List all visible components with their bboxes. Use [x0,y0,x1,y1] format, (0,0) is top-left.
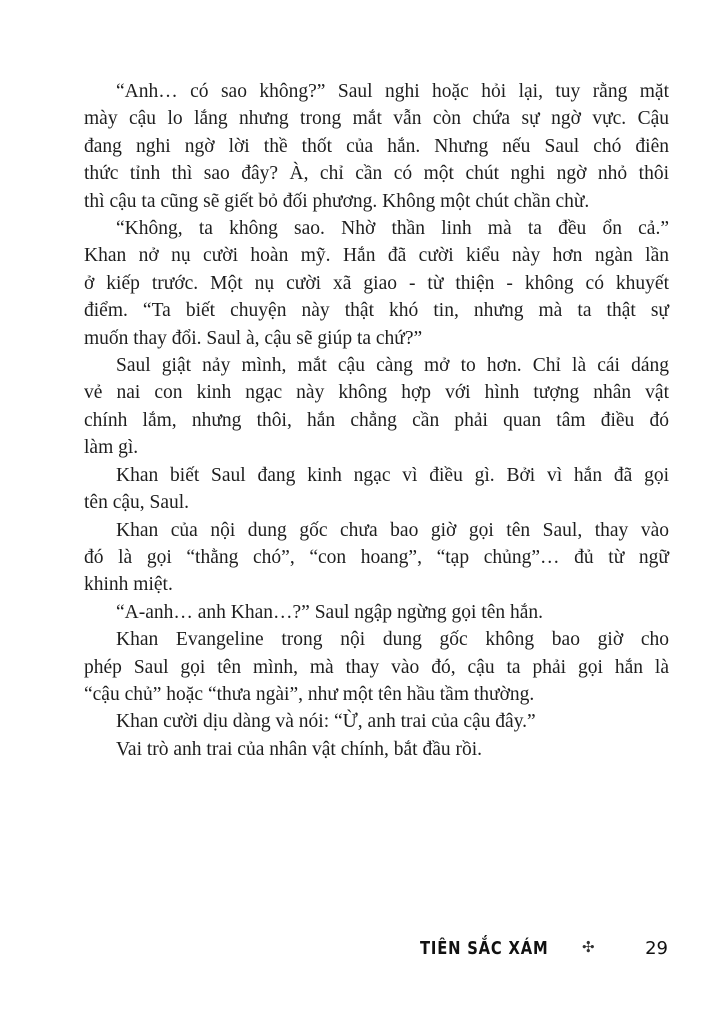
text-line: đang nghi ngờ lời thề thốt của hắn. Nhưng nếu Saul chó điên [84,135,669,157]
text-line: “A-anh… anh Khan…?” Saul ngập ngừng gọi tên hắn. [116,601,544,623]
page-number: 29 [645,938,668,959]
text-line: điểm. “Ta biết chuyện này thật khó tin, nhưng mà ta thật sự [84,300,669,322]
text-line: “cậu chủ” hoặc “thưa ngài”, như một tên hầu tầm thường. [84,683,535,705]
text-line: “Anh… có sao không?” Saul nghi hoặc hỏi lại, tuy rằng mặt [116,81,669,102]
text-line: thì cậu ta cũng sẽ giết bỏ đối phương. Không một chút chần chừ. [84,190,590,212]
text-line: đó là gọi “thằng chó”, “con hoang”, “tạp chủng”… đủ từ ngữ [84,546,669,568]
text-line: chính lắm, nhưng thôi, hắn chẳng cần phải quan tâm điều đó [84,409,669,431]
text-line: Saul giật nảy mình, mắt cậu càng mở to hơn. Chỉ là cái dáng [116,355,669,377]
text-line: vẻ nai con kinh ngạc này không hợp với hình tượng nhân vật [84,382,669,404]
paragraph [84,78,669,215]
text-line: thức tỉnh thì sao đây? À, chỉ cần có một chút nghi ngờ nhỏ thôi [84,163,669,185]
text-line: tên cậu, Saul. [84,492,190,514]
text-line: Khan nở nụ cười hoàn mỹ. Hắn đã cười kiểu này hơn ngàn lần [84,245,669,267]
text-line: Vai trò anh trai của nhân vật chính, bắt đầu rồi. [116,738,483,760]
paragraph [84,626,669,708]
running-title: TIÊN SẮC XÁM [420,938,549,959]
paragraph [84,462,669,517]
ornament-icon: ✣ [582,938,595,956]
text-line: “Không, ta không sao. Nhờ thần linh mà ta đều ổn cả.” [116,218,669,240]
text-line: làm gì. [84,437,139,459]
text-line: muốn thay đổi. Saul à, cậu sẽ giúp ta chứ?” [84,327,423,349]
text-line: Khan biết Saul đang kinh ngạc vì điều gì. Bởi vì hắn đã gọi [116,464,669,486]
text-line: phép Saul gọi tên mình, mà thay vào đó, cậu ta phải gọi hắn là [84,656,669,678]
paragraph [84,215,669,352]
body-text [84,78,669,763]
text-line: mày cậu lo lắng nhưng trong mắt vẫn còn chứa sự ngờ vực. Cậu [84,108,669,130]
paragraph [84,352,669,462]
paragraph [84,708,669,735]
paragraph [84,736,669,763]
text-line: khinh miệt. [84,574,173,596]
text-line: Khan cười dịu dàng và nói: “Ừ, anh trai của cậu đây.” [116,711,536,733]
paragraph [84,599,669,626]
text-line: ở kiếp trước. Một nụ cười xã giao - từ thiện - không có khuyết [84,272,669,294]
text-line: Khan của nội dung gốc chưa bao giờ gọi tên Saul, thay vào [116,519,669,541]
text-line: Khan Evangeline trong nội dung gốc không bao giờ cho [116,629,669,651]
paragraph [84,517,669,599]
